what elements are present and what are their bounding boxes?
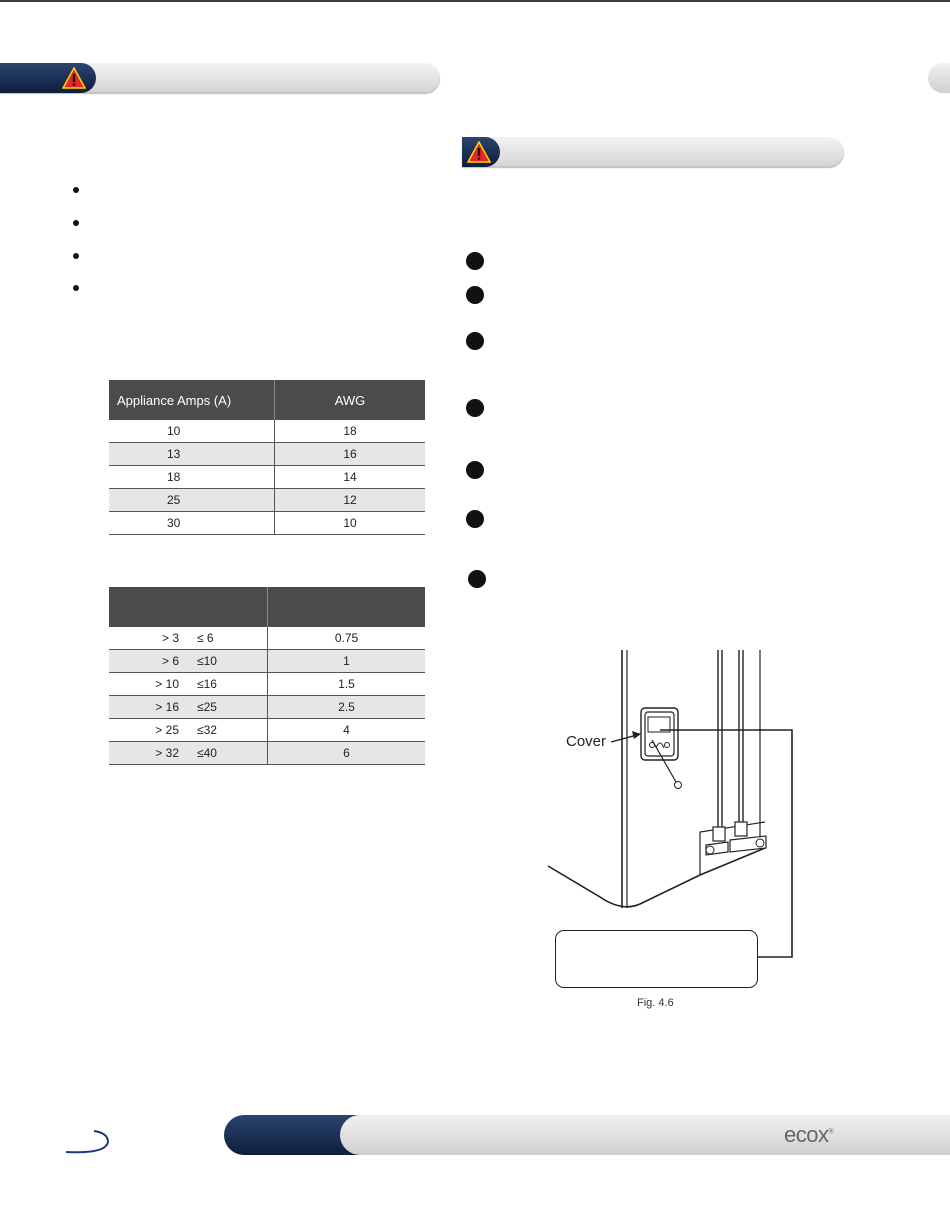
table-row: [109, 489, 425, 512]
step-marker: [466, 332, 484, 350]
bullet: [73, 253, 79, 259]
step-marker: [466, 252, 484, 270]
range-min: > 3: [161, 631, 179, 645]
amps-cell: 10: [109, 420, 275, 443]
amps-cell: 25: [109, 489, 275, 512]
range-max: ≤16: [197, 677, 217, 691]
section-cell: 1: [268, 650, 426, 673]
table-row: [109, 673, 425, 696]
figure-caption: Fig. 4.6: [637, 997, 674, 1009]
range-cell: [109, 650, 268, 673]
page-swoosh-icon: [60, 1128, 114, 1158]
bullet: [73, 220, 79, 226]
cross-section-table: [109, 587, 425, 765]
awg-header-awg: AWG: [275, 380, 426, 420]
table-row: [109, 742, 425, 765]
range-cell: [109, 696, 268, 719]
cross-section-header-left: [109, 587, 268, 627]
awg-cell: 10: [275, 512, 426, 535]
range-min: > 32: [155, 746, 179, 760]
table-row: [109, 466, 425, 489]
warning-icon: [467, 141, 491, 163]
amps-cell: 13: [109, 443, 275, 466]
cross-section-table-header: [109, 587, 425, 627]
section-cell: 1.5: [268, 673, 426, 696]
awg-table-header: [109, 380, 425, 420]
table-row: [109, 719, 425, 742]
step-marker: [466, 399, 484, 417]
range-max: ≤25: [197, 700, 217, 714]
step-marker: [466, 510, 484, 528]
awg-cell: 18: [275, 420, 426, 443]
bullet: [73, 187, 79, 193]
amps-cell: 30: [109, 512, 275, 535]
awg-header-amps: Appliance Amps (A): [109, 380, 275, 420]
awg-cell: 14: [275, 466, 426, 489]
section-cell: 6: [268, 742, 426, 765]
top-rule: [0, 0, 950, 2]
range-min: > 16: [155, 700, 179, 714]
range-min: > 25: [155, 723, 179, 737]
brand-logo-text: ecox: [784, 1122, 829, 1147]
table-row: [109, 443, 425, 466]
table-row: [109, 627, 425, 650]
awg-cell: 16: [275, 443, 426, 466]
step-marker: [468, 570, 486, 588]
range-cell: [109, 673, 268, 696]
section-cell: 0.75: [268, 627, 426, 650]
table-row: [109, 696, 425, 719]
range-cell: [109, 719, 268, 742]
footer-bar-divider: [340, 1115, 400, 1155]
table-row: [109, 420, 425, 443]
figure-callout-box: [555, 930, 758, 988]
amps-cell: 18: [109, 466, 275, 489]
cross-section-header-right: [268, 587, 426, 627]
step-marker: [466, 286, 484, 304]
range-max: ≤32: [197, 723, 217, 737]
right-section-banner: [462, 137, 844, 167]
range-max: ≤10: [197, 654, 217, 668]
range-max: ≤ 6: [197, 631, 214, 645]
cover-label: Cover: [566, 733, 607, 750]
warning-icon: [62, 67, 86, 89]
range-max: ≤40: [197, 746, 217, 760]
brand-logo: ecox®: [784, 1122, 834, 1147]
awg-cell: 12: [275, 489, 426, 512]
bullet: [73, 285, 79, 291]
section-cell: 2.5: [268, 696, 426, 719]
range-cell: [109, 627, 268, 650]
table-row: [109, 512, 425, 535]
range-cell: [109, 742, 268, 765]
range-min: > 6: [161, 654, 179, 668]
page-edge-tab: [928, 63, 950, 93]
awg-table: [109, 380, 425, 535]
step-marker: [466, 461, 484, 479]
table-row: [109, 650, 425, 673]
section-cell: 4: [268, 719, 426, 742]
range-min: > 10: [155, 677, 179, 691]
